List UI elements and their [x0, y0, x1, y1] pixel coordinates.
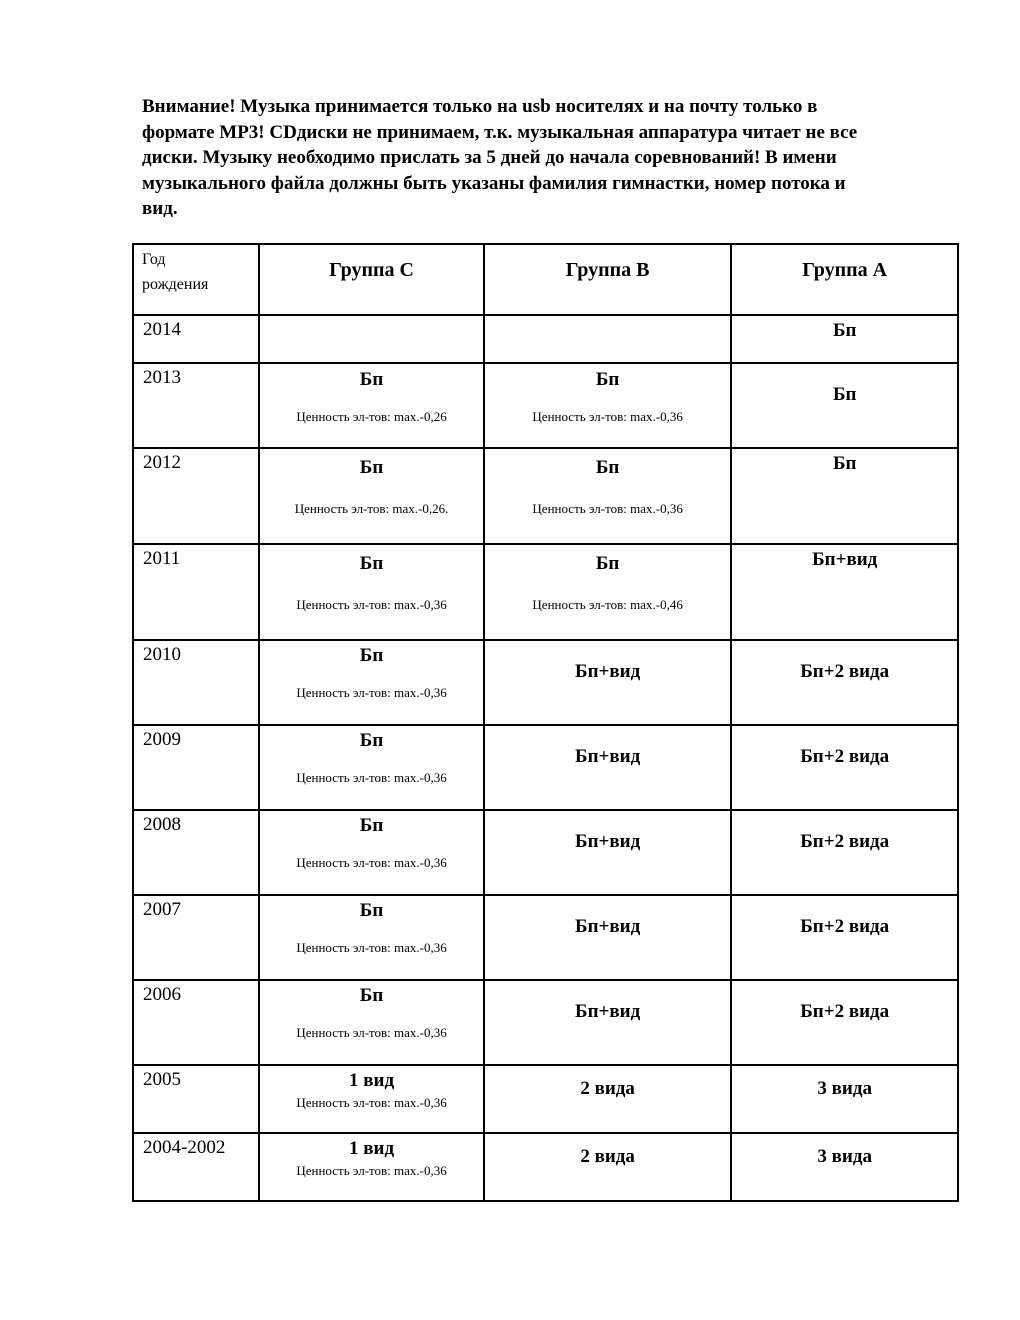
group-c-program: Бп — [359, 645, 384, 666]
group-a-cell — [731, 1133, 958, 1201]
group-a-cell — [731, 810, 958, 895]
table-row — [133, 980, 958, 1065]
group-a-program: Бп+2 вида — [800, 916, 890, 937]
group-a-program: 3 вида — [817, 1078, 872, 1099]
group-b-cell — [484, 640, 732, 725]
competition-table — [132, 243, 959, 1202]
group-c-program: 1 вид — [349, 1138, 395, 1159]
table-row — [133, 895, 958, 980]
group-a-program: Бп+2 вида — [800, 661, 890, 682]
group-b-program: Бп+вид — [575, 831, 641, 852]
group-b-program: Бп+вид — [575, 916, 641, 937]
table-row — [133, 810, 958, 895]
group-c-program: Бп — [359, 553, 384, 574]
group-c-cell — [259, 725, 484, 810]
year-cell: 2014 — [133, 315, 259, 363]
year-cell: 2007 — [133, 895, 259, 980]
year-cell: 2005 — [133, 1065, 259, 1133]
group-b-program: 2 вида — [580, 1078, 635, 1099]
group-b-program: Бп — [595, 369, 620, 390]
group-c-note: Ценность эл-тов: max.-0,36 — [296, 685, 447, 700]
group-c-program: Бп — [359, 815, 384, 836]
year-cell: 2012 — [133, 448, 259, 544]
group-a-program: 3 вида — [817, 1146, 872, 1167]
group-c-note: Ценность эл-тов: max.-0,36 — [296, 1163, 447, 1178]
table-row — [133, 1065, 958, 1133]
header-group-c: Группа С — [259, 244, 484, 315]
group-c-program: Бп — [359, 457, 384, 478]
group-b-program: Бп+вид — [575, 746, 641, 767]
group-c-note: Ценность эл-тов: max.-0,36 — [296, 855, 447, 870]
group-c-cell — [259, 980, 484, 1065]
group-a-program: Бп — [832, 384, 857, 405]
group-b-program: Бп — [595, 553, 620, 574]
group-c-note: Ценность эл-тов: max.-0,36 — [296, 940, 447, 955]
group-a-cell — [731, 895, 958, 980]
music-notice: Внимание! Музыка принимается только на usb носителях и на почту только в формате МР3! CDдиски не принимаем, т.к. музыкальная аппаратура читает не все диски. Музыку необходимо прислать за 5 дней до начала соревнований! В имени музыкального файла должны быть указаны фамилия гимнастки, номер потока и вид. — [142, 96, 858, 219]
group-c-program: Бп — [359, 985, 384, 1006]
group-b-program: 2 вида — [580, 1146, 635, 1167]
group-b-cell — [484, 363, 732, 448]
group-b-note: Ценность эл-тов: max.-0,36 — [532, 409, 683, 424]
table-header-row — [133, 244, 958, 315]
group-b-cell — [484, 810, 732, 895]
group-b-program: Бп+вид — [575, 1001, 641, 1022]
group-c-cell — [259, 315, 484, 363]
year-cell: 2011 — [133, 544, 259, 640]
group-a-cell — [731, 725, 958, 810]
group-c-program: 1 вид — [349, 1070, 395, 1091]
group-c-program: Бп — [359, 369, 384, 390]
group-c-cell — [259, 1133, 484, 1201]
group-c-note: Ценность эл-тов: max.-0,36 — [296, 1095, 447, 1110]
group-a-cell — [731, 980, 958, 1065]
group-a-program: Бп+2 вида — [800, 831, 890, 852]
group-c-program: Бп — [359, 900, 384, 921]
group-a-cell — [731, 544, 958, 640]
group-a-program: Бп+2 вида — [800, 746, 890, 767]
table-row — [133, 640, 958, 725]
group-b-cell — [484, 725, 732, 810]
group-c-cell — [259, 895, 484, 980]
group-a-program: Бп+2 вида — [800, 1001, 890, 1022]
group-b-cell — [484, 544, 732, 640]
group-c-cell — [259, 1065, 484, 1133]
group-a-cell — [731, 363, 958, 448]
table-row — [133, 544, 958, 640]
group-a-program: Бп — [832, 320, 857, 341]
header-group-b: Группа В — [484, 244, 732, 315]
header-group-a: Группа А — [731, 244, 958, 315]
table-row — [133, 448, 958, 544]
group-c-note: Ценность эл-тов: max.-0,36 — [296, 1025, 447, 1040]
group-b-program: Бп — [595, 457, 620, 478]
year-cell: 2004-2002 — [133, 1133, 259, 1201]
group-b-program: Бп+вид — [575, 661, 641, 682]
group-c-cell — [259, 810, 484, 895]
table-row — [133, 315, 958, 363]
group-a-cell — [731, 315, 958, 363]
year-cell: 2006 — [133, 980, 259, 1065]
group-a-program: Бп+вид — [812, 549, 878, 570]
group-b-cell — [484, 1065, 732, 1133]
year-cell: 2008 — [133, 810, 259, 895]
header-birth-year-label: Год рождения — [142, 251, 209, 293]
group-b-cell — [484, 315, 732, 363]
group-b-note: Ценность эл-тов: max.-0,46 — [532, 597, 683, 612]
group-a-cell — [731, 640, 958, 725]
group-b-cell — [484, 980, 732, 1065]
group-c-note: Ценность эл-тов: max.-0,36 — [296, 597, 447, 612]
group-a-cell — [731, 1065, 958, 1133]
table-row — [133, 363, 958, 448]
group-c-program: Бп — [359, 730, 384, 751]
year-cell: 2010 — [133, 640, 259, 725]
group-b-note: Ценность эл-тов: max.-0,36 — [532, 501, 683, 516]
group-b-cell — [484, 895, 732, 980]
table-row — [133, 1133, 958, 1201]
group-b-cell — [484, 1133, 732, 1201]
group-c-cell — [259, 640, 484, 725]
header-birth-year — [133, 244, 259, 315]
group-c-cell — [259, 448, 484, 544]
group-c-note: Ценность эл-тов: max.-0,26. — [294, 501, 449, 516]
group-b-cell — [484, 448, 732, 544]
table-row — [133, 725, 958, 810]
group-c-note: Ценность эл-тов: max.-0,26 — [296, 409, 447, 424]
group-c-note: Ценность эл-тов: max.-0,36 — [296, 770, 447, 785]
group-a-cell — [731, 448, 958, 544]
year-cell: 2009 — [133, 725, 259, 810]
year-cell: 2013 — [133, 363, 259, 448]
group-a-program: Бп — [832, 453, 857, 474]
group-c-cell — [259, 544, 484, 640]
group-c-cell — [259, 363, 484, 448]
